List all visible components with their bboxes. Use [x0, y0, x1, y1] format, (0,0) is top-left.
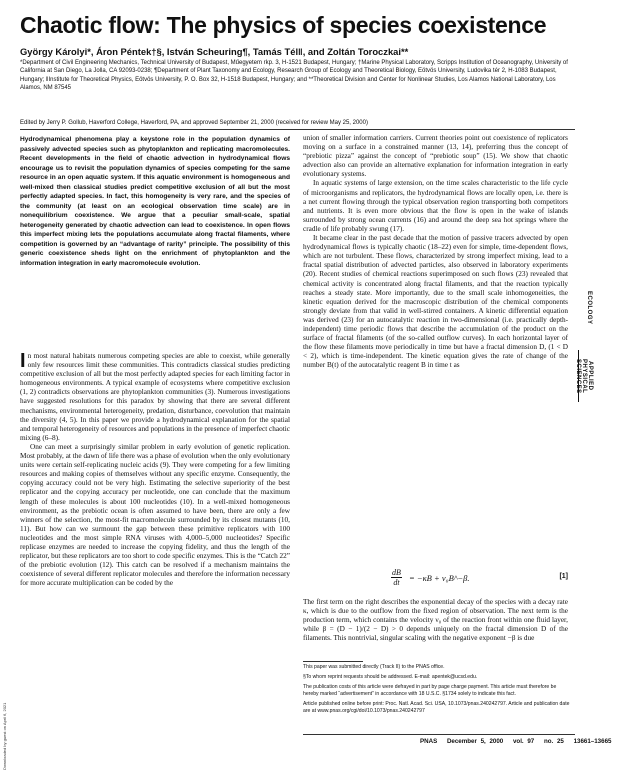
footnote: This paper was submitted directly (Track II) to the PNAS office.	[303, 664, 445, 670]
body-paragraph: It became clear in the past decade that the motion of passive tracers advected by open hydrodynamical flows is typically chaotic (18–22) even for simple, time-dependent flows, which are not turbulent. These flows, characterized by strong imperfect mixing, lead to a fractal spatial distribution of advected particles, also observed in laboratory experiments (20). Recent studies of chemical reactions superimposed on such flows (23) revealed that chemical activity is concentrated along fractal filaments, and that the reaction typically reaches a steady state. More importantly, due to the small scale inhomogeneities, the kinetic equation derived for the macroscopic distribution of the chemical components strongly deviate from that valid in well-stirred containers. A kinetic differential equation was derived (23) for an autocatalytic reaction in two-dimensional (i.e. practically depth-independent) time periodic flows that describe the accumulation of the product on the surface of fractal filaments (of the so-called outflow curves). In each horizontal layer of the flow these filaments move periodically in time but have a fractal dimension D, (1 < D < 2), which is time-independent. The kinetic equation gives the rate of change of the number B(t) of the autocatalytic reagent B in time t as	[303, 234, 568, 370]
footnote: The publication costs of this article were defrayed in part by page charge payment. This article must therefore be hereby marked “advertisement” in accordance with 18 U.S.C. §1734 solely to indicate this fact.	[303, 683, 557, 697]
body-paragraph: union of smaller information carriers. Current theories point out coexistence of replicators moving on a surface in a constrained manner (13, 14), preferring thus the concept of “prebiotic pizza” against the concept of “prebiotic soup” (15). We show that chaotic advection also can provide an alternative explanation for information integration in early evolutionary systems.	[303, 134, 568, 179]
issue-date: December 5, 2000	[446, 738, 504, 745]
body-paragraph: The first term on the right describes the exponential decay of the species with a decay rate κ, which is due to the outflow from the fixed region of observation. The next term is the production term, which contains the velocity ν₀ of the reaction front within one fluid layer, while β = (D − 1)/(2 − D) > 0 depends uniquely on the fractal dimension D of the filaments. This nontrivial, singular scaling with the negative exponent −β is due	[303, 598, 568, 643]
affiliations: *Department of Civil Engineering Mechanics, Technical University of Budapest, Műegyetem rkp. 3, H-1521 Budapest, Hungary; †Marine Physical Laboratory, Scripps Institution of Oceanography, University of California at San Diego, La Jolla, CA 92093-0238; ¶Department of Plant Taxonomy and Ecology, Research Group of Ecology and Theoretical Biology, Eötvös University, Ludovika tér 2, H-1083 Budapest, Hungary; ‖Institute for Theoretical Physics, Eötvös University, P. O. Box 32, H-1518 Budapest, Hungary; and **Theoretical Division and Center for Nonlinear Studies, Los Alamos National Laboratory, Los Alamos, NM 87545	[20, 60, 568, 91]
issue-number: no. 25	[543, 738, 564, 745]
footnote: §To whom reprint requests should be addressed. E-mail: apentek@ucsd.edu.	[303, 673, 478, 680]
page-range: 13661–13665	[573, 738, 612, 745]
equation-denominator: dt	[393, 578, 400, 587]
equation-1	[303, 568, 568, 594]
body-right-column-continued	[303, 598, 568, 643]
abstract: Hydrodynamical phenomena play a keystone role in the population dynamics of passively advected species such as phytoplankton and replicating macromolecules. Recent developments in the field of chaotic advection in hydrodynamical flows encourage us to revisit the population dynamics of species competing for the same resource in an open aquatic system. If this aquatic environment is homogeneous and well-mixed then classical studies predict competitive exclusion of all but the most perfectly adapted species. In fact, this homogeneity is very rare, and the species of the community (at least on an ecological observation time scale) are in nonequilibrium coexistence. We argue that a peculiar small-scale, spatial heterogeneity generated by chaotic advection can lead to coexistence. In open flows this imperfect mixing lets the populations accumulate along fractal filaments, where competition is governed by an “advantage of rarity” principle. The possibility of this generic coexistence sheds light on the enrichment of phytoplankton and the information integration in early macromolecule evolution.	[20, 136, 290, 267]
author-list: György Károlyi*, Áron Péntek†§, István Scheuring¶, Tamás Tél‖, and Zoltán Toroczkai**	[20, 46, 409, 57]
equation-rhs: = −κB + ν₀B^−β.	[409, 573, 470, 583]
header-divider	[20, 129, 575, 130]
body-paragraph: In aquatic systems of large extension, on the time scales characteristic to the life cycle of microorganisms and replicators, the hydrodynamical flows are locally open, i.e. there is a net current flowing through the typical observation region transporting both competitors and nutrients. It is even more obvious that the flow is open in the wake of islands surrounded by strong ocean currents (16) and around the deep sea hot springs where the cradle of life probably swung (17).	[303, 179, 568, 233]
download-watermark: Downloaded by guest on April 6, 2021	[2, 702, 7, 770]
edited-by-line: Edited by Jerry P. Gollub, Haverford College, Haverford, PA, and approved September 21, 2000 (received for review May 25, 2000)	[20, 120, 368, 126]
drop-cap: I	[20, 350, 26, 372]
paper-title: Chaotic flow: The physics of species coexistence	[20, 12, 547, 38]
journal-name: PNAS	[420, 738, 438, 745]
equation-numerator: dB	[392, 568, 401, 577]
page-footer	[420, 738, 617, 745]
intro-paragraph	[20, 352, 290, 443]
equation-fraction	[391, 568, 402, 588]
intro-text: n most natural habitats numerous competing species are able to coexist, while generally only few resources limit these communities. This contradicts classical studies predicting competitive exclusion of all but the most perfectly adapted species for each limiting factor in homogeneous environments. A typical example of ecosystems where competitive exclusion (1, 2) contradicts observations are phytoplankton communities (3). Numerous investigations have suggested resolutions for this paradox by showing that there are several different mechanisms, environmental heterogeneity, predation, disturbance, coevolution that maintain the diversity (4, 5). In this paper we provide a hydrodynamical explanation for the spatial and temporal heterogeneity of resources and populations in the presence of imperfect chaotic mixing (6–8).	[20, 352, 290, 442]
body-paragraph: One can meet a surprisingly similar problem in early evolution of genetic replication. Most probably, at the dawn of life there was a phase of evolution when the only evolutionary units were certain self-replicating nucleic acids (9). They were competing for a few limiting resources and making copies of themselves without any specific enzyme. Consequently, the copying accuracy could not be very high. Estimating the selective superiority of the best replicator and the copying accuracy per nucleotide, one can conclude that the maximum length of these molecules is about 100 nucleotides (10). In a well-mixed homogeneous environment, as the prebiotic ocean is often assumed to have been, there are only a few winners of the selection, the most-fit macromolecule surrounded by its closest mutants (10, 11). But how can we surmount the gap between these primitive replicators with 100 nucleotides and the most simple RNA viruses with 4,000–5,000 nucleotides? Specific replicase enzymes are needed to increase the copying fidelity, and thus the length of the replicator, but these replicators are too short to code specific enzymes. This is the “Catch 22” of the prebiotic evolution (12). This catch can be resolved if a mechanism maintains the coexistence of several different replicator molecules and therefore the information necessary for more accurate multiplication can be coded by the	[20, 442, 290, 588]
section-tab-ecology: ECOLOGY	[586, 291, 592, 325]
footnote: Article published online before print: Proc. Natl. Acad. Sci. USA, 10.1073/pnas.240242797. Article and publication date are at www.pnas.org/cgi/doi/10.1073/pnas.240242797	[303, 700, 570, 714]
body-left-column	[20, 352, 290, 588]
body-right-column	[303, 134, 568, 370]
section-tab-applied-physical-sciences: APPLIED PHYSICAL SCIENCES	[578, 350, 593, 402]
footnotes	[303, 664, 571, 717]
footnote-divider	[303, 661, 363, 662]
volume: vol. 97	[512, 738, 535, 745]
equation-number: [1]	[559, 573, 568, 580]
footer-divider	[303, 734, 575, 735]
